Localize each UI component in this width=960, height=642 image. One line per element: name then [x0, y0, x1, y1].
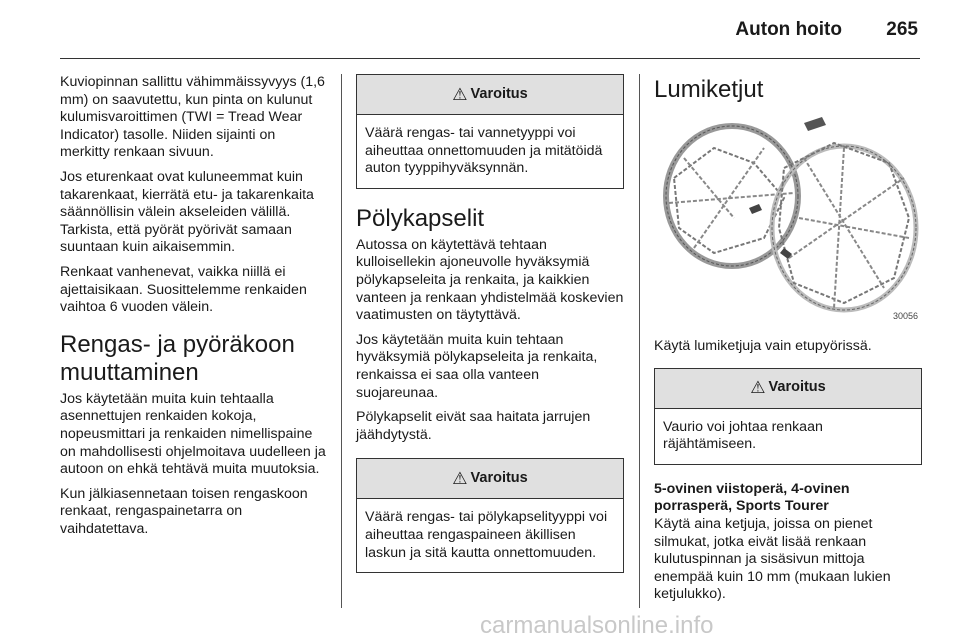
column-divider: [341, 74, 342, 608]
warning-triangle-icon: ⚠: [452, 469, 468, 489]
watermark: carmanualsonline.info: [480, 612, 714, 639]
heading-tyre-size-change: Rengas- ja pyöräkoon muuttaminen: [60, 330, 295, 386]
paragraph-chain-dimensions: Käytä aina ketjuja, joissa on pienet silmukat, jotka eivät lisää renkaan kulutuspinnan ja sisäsivun mittoja enempää kuin 10 mm (mukaan lukien ketjulukko).: [654, 515, 891, 603]
page-number: 265: [886, 19, 918, 40]
snow-chains-drawing: [654, 108, 922, 328]
image-reference-code: 30056: [892, 311, 918, 322]
column-1: [60, 74, 328, 545]
warning-triangle-icon: ⚠: [452, 84, 468, 104]
heading-snow-chains: Lumiketjut: [654, 76, 764, 103]
warning-title: ⚠ Varoitus: [357, 75, 623, 115]
column-divider: [639, 74, 640, 608]
paragraph-pressure-label: Kun jälkiasennetaan toisen rengaskoon renkaat, rengaspainetarra on vaihdatettava.: [60, 485, 308, 537]
warning-triangle-icon: ⚠: [750, 378, 766, 398]
paragraph-tyre-age: Renkaat vanhenevat, vaikka niillä ei ajettaisikaan. Suosittelemme renkaiden vaihtoa 6 vuoden välein.: [60, 263, 307, 316]
snow-chains-illustration: [654, 108, 922, 328]
section-title: Auton hoito: [735, 19, 842, 40]
paragraph-front-only: Käytä lumiketjuja vain etupyörissä.: [654, 338, 872, 354]
warning-title: ⚠ Varoitus: [357, 459, 623, 499]
warning-box: [654, 368, 922, 465]
page-header: [0, 0, 960, 58]
paragraph-other-sizes: Jos käytetään muita kuin tehtaalla asennettujen renkaiden kokoja, nopeusmittari ja renkaiden nimellispaine on mahdollisesti ohjelmoitava uudelleen ja autoon on ehkä tehtävä muita muutoksia.: [60, 390, 326, 478]
warning-title: ⚠ Varoitus: [655, 369, 921, 409]
paragraph-tyre-rotation: Jos eturenkaat ovat kuluneemmat kuin takarenkaat, kierrätä etu- ja takarenkaita säännöllisin välein akseleiden välillä. Tarkista, että pyörät pyörivät samaan suuntaan kuin aikaisemmin.: [60, 168, 314, 256]
column-2: [356, 74, 624, 583]
column-3: [654, 74, 922, 611]
warning-text: Väärä rengas- tai vannetyyppi voi aiheuttaa onnettomuuden ja mitätöidä auton tyyppihyväksynnän.: [365, 125, 603, 177]
header-rule: [60, 58, 920, 59]
paragraph-brake-cooling: Pölykapselit eivät saa haitata jarrujen jäähdytystä.: [356, 409, 591, 443]
warning-text: Vaurio voi johtaa renkaan räjähtämiseen.: [663, 418, 823, 453]
heading-wheel-covers: Pölykapselit: [356, 204, 485, 232]
paragraph-tread-depth: Kuviopinnan sallittu vähimmäissyvyys (1,6 mm) on saavutettu, kun pinta on kulunut kulumisvaroittimen (TWI = Tread Wear Indicator) tasolle. Niiden sijainti on merkitty renkaan sivuun.: [60, 74, 325, 161]
warning-text: Väärä rengas- tai pölykapselityyppi voi aiheuttaa rengaspaineen äkillisen laskun ja sitä kautta onnettomuuden.: [365, 509, 608, 561]
warning-box: [356, 458, 624, 573]
paragraph-approved-covers: Autossa on käytettävä tehtaan kulloisellekin ajoneuvolle hyväksymiä pölykapseleita ja renkaita, ja kaikkien vanteen ja renkaan yhdistelmää koskevien vaatimusten on täytyttävä.: [356, 236, 624, 324]
paragraph-other-covers: Jos käytetään muita kuin tehtaan hyväksymiä pölykapseleita ja renkaita, renkaissa ei saa olla vanteen suojareunaa.: [356, 331, 598, 401]
subheading-body-styles: 5-ovinen viistoperä, 4-ovinen porrasperä, Sports Tourer: [654, 480, 850, 515]
warning-box: [356, 74, 624, 189]
